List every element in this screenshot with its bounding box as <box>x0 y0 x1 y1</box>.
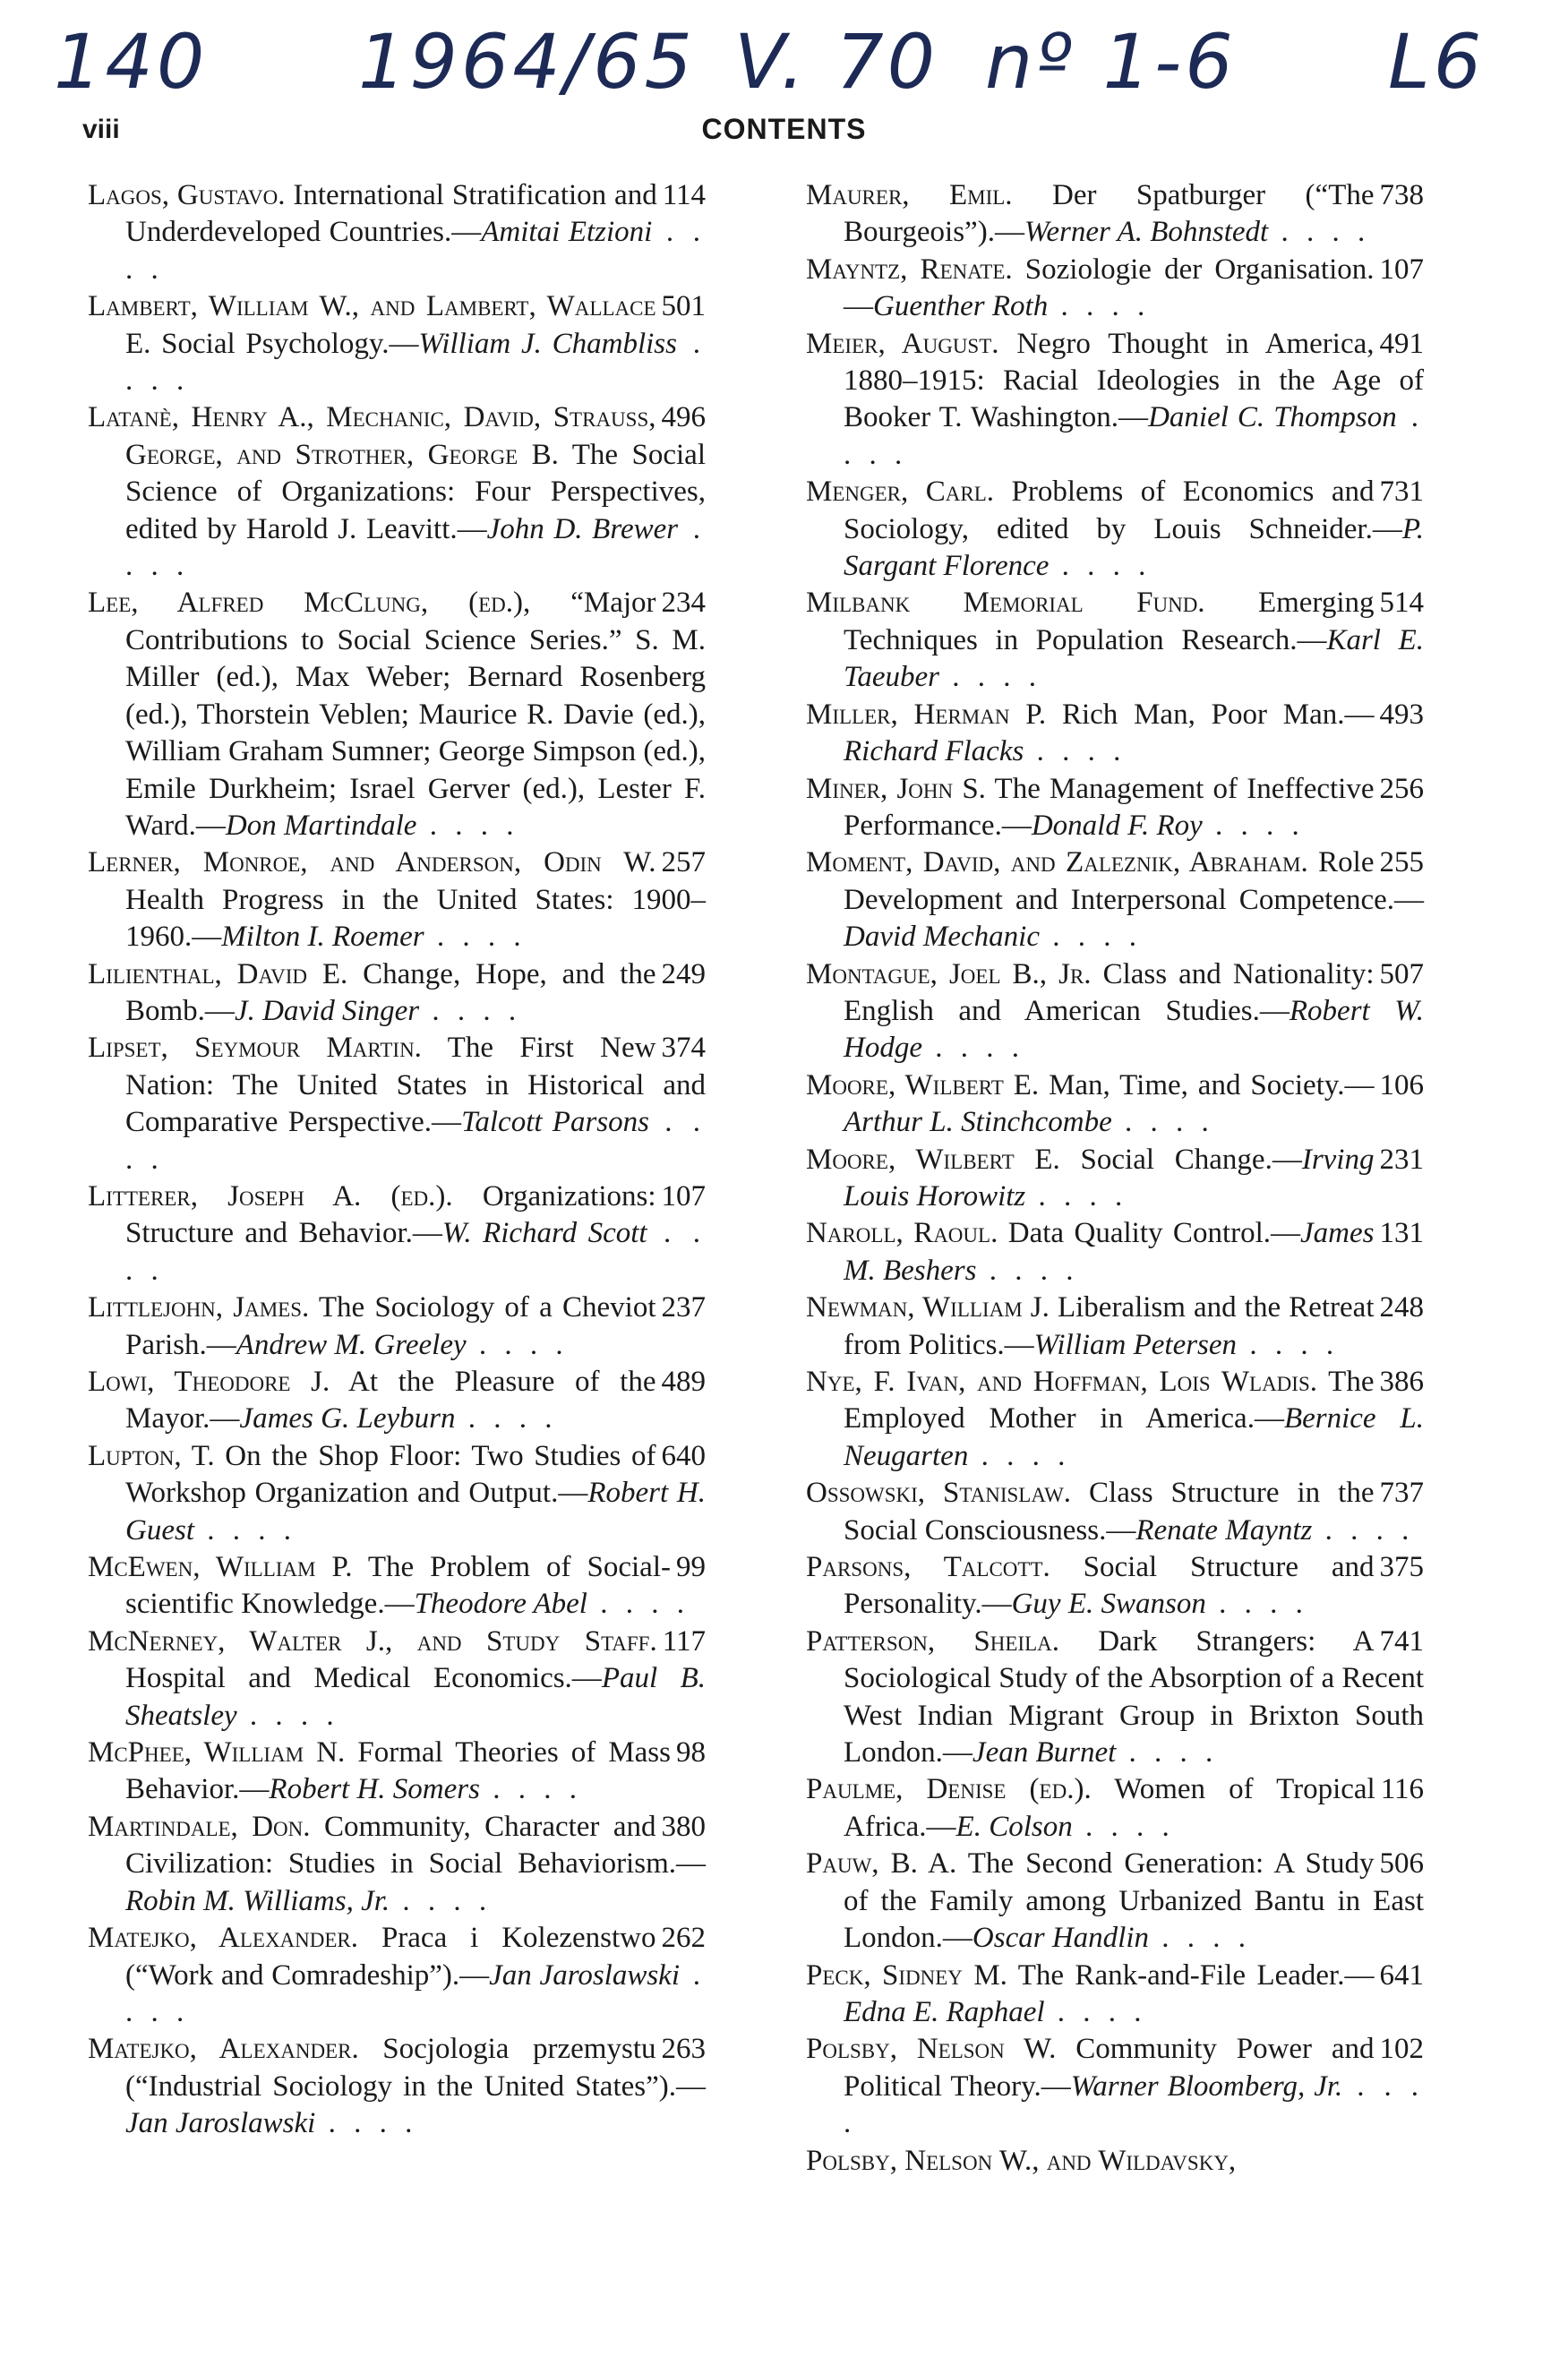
entry-reviewer: Talcott Parsons <box>461 1106 649 1139</box>
entry-author: Litterer, Joseph A. (ed.). <box>88 1179 453 1212</box>
dot-leader: . . . . <box>844 2069 1424 2140</box>
entry-reviewer: Guenther Roth <box>873 290 1049 323</box>
entry-page-number: 262 <box>656 1920 707 1957</box>
entry-reviewer: E. Colson <box>955 1810 1073 1843</box>
entry-title: Liberalism and the Retreat from Politics.— <box>844 1291 1375 1361</box>
dot-leader: . . . . <box>125 1106 706 1176</box>
entry-title: At the Pleasure of the Mayor.— <box>125 1366 656 1435</box>
entry-reviewer: Jan Jaroslawski <box>489 1958 681 1992</box>
entry-page-number: 263 <box>656 2031 707 2068</box>
entry-author: Littlejohn, James. <box>88 1291 310 1324</box>
dot-leader: . . . . <box>390 1884 493 1917</box>
entry-author: Lipset, Seymour Martin. <box>88 1032 422 1065</box>
entry-reviewer: Bernice L. Neugarten <box>844 1402 1424 1472</box>
contents-entry <box>806 844 1424 955</box>
entry-author: Peck, Sidney M. <box>806 1958 1007 1992</box>
entry-title: The Problem of Social-scientific Knowledge.— <box>125 1551 671 1621</box>
dot-leader: . . . . <box>125 1958 707 2028</box>
contents-entry <box>806 1549 1424 1624</box>
dot-leader: . . . . <box>194 1513 296 1547</box>
contents-left-column <box>88 177 706 2143</box>
entry-reviewer: W. Richard Scott <box>441 1217 647 1250</box>
entry-author: Maurer, Emil. <box>806 179 1013 211</box>
contents-entry <box>806 326 1424 475</box>
entry-title: Organizations: Structure and Behavior.— <box>125 1179 656 1250</box>
entry-page-number: 741 <box>1375 1624 1425 1660</box>
dot-leader: . . . . <box>1049 550 1152 583</box>
entry-reviewer: J. David Singer <box>234 994 420 1027</box>
entry-page-number: 731 <box>1375 474 1425 510</box>
entry-reviewer: Milton I. Roemer <box>221 921 424 954</box>
entry-author: Moore, Wilbert E. <box>806 1068 1040 1101</box>
entry-page-number: 375 <box>1375 1549 1425 1586</box>
entry-reviewer: Daniel C. Thompson <box>1148 401 1397 434</box>
entry-author: Menger, Carl. <box>806 476 995 509</box>
contents-entry <box>806 1290 1424 1364</box>
entry-title: Social Structure and Personality.— <box>844 1551 1375 1621</box>
entry-title: Socjologia przemystu (“Industrial Sociology in the United States”).— <box>125 2033 706 2103</box>
entry-title: The Second Generation: A Study of the Family among Urbanized Bantu in East London.— <box>844 1847 1424 1955</box>
dot-leader: . . . . <box>125 512 707 583</box>
entry-reviewer: Warner Bloomberg, Jr. <box>1070 2069 1343 2103</box>
entry-author: Polsby, Nelson W., and Wildavsky, <box>806 2144 1237 2177</box>
contents-entry <box>806 1067 1424 1142</box>
contents-entry <box>806 2031 1424 2142</box>
entry-page-number: 386 <box>1375 1364 1425 1401</box>
dot-leader: . . . . <box>921 1032 1024 1065</box>
entry-title: “Major Contributions to Social Science Series.” S. M. Miller (ed.), Max Weber; Bernard Rosenberg (ed.), Thorstein Veblen; Maurice R. Davie (ed.), William Graham Sumner; George Simpson (ed.), Emile Durkheim; Israel Gerver (ed.), Lester F. Ward.— <box>125 587 706 842</box>
entry-author: Lerner, Monroe, and Anderson, Odin W. <box>88 846 656 879</box>
contents-entry <box>88 399 706 585</box>
handwritten-note-4: nº 1-6 <box>985 18 1237 106</box>
entry-author: Martindale, Don. <box>88 1810 311 1843</box>
entry-title: Women of Tropical Africa.— <box>844 1773 1375 1843</box>
entry-reviewer: Robert W. Hodge <box>844 994 1424 1065</box>
entry-reviewer: Irving Louis Horowitz <box>844 1143 1375 1212</box>
contents-entry <box>806 1771 1424 1846</box>
dot-leader: . . . . <box>1202 809 1305 842</box>
contents-entry <box>88 585 706 844</box>
entry-author: Milbank Memorial Fund. <box>806 587 1205 620</box>
dot-leader: . . . . <box>125 327 707 398</box>
entry-author: Naroll, Raoul. <box>806 1217 998 1250</box>
entry-author: Lupton, T. <box>88 1439 215 1472</box>
entry-page-number: 99 <box>671 1549 706 1586</box>
entry-page-number: 107 <box>656 1178 707 1215</box>
entry-author: Lee, Alfred McClung, (ed.), <box>88 587 531 620</box>
entry-title: Rich Man, Poor Man.— <box>1046 698 1375 731</box>
dot-leader: . . . . <box>1072 1810 1175 1843</box>
entry-reviewer: Werner A. Bohnstedt <box>1024 216 1269 249</box>
entry-reviewer: Renate Mayntz <box>1135 1513 1313 1547</box>
contents-entry <box>806 585 1424 696</box>
entry-title: Community, Character and Civilization: Studies in Social Behaviorism.— <box>125 1810 706 1881</box>
entry-reviewer: Karl E. Taeuber <box>844 623 1424 694</box>
contents-entry <box>88 1364 706 1438</box>
contents-right-column <box>806 177 1424 2180</box>
contents-entry <box>88 844 706 955</box>
entry-page-number: 641 <box>1375 1958 1425 1994</box>
entry-page-number: 640 <box>656 1438 707 1475</box>
entry-author: Lilienthal, David E. <box>88 957 348 990</box>
page-number: viii <box>82 115 120 144</box>
contents-entry <box>88 1735 706 1809</box>
entry-page-number: 507 <box>1375 956 1425 993</box>
dot-leader: . . . . <box>1048 290 1151 323</box>
entry-reviewer: Robert H. Guest <box>125 1477 706 1547</box>
dot-leader: . . . . <box>1044 1995 1147 2028</box>
handwritten-note-3: V. 70 <box>734 18 939 106</box>
entry-page-number: 374 <box>656 1030 707 1067</box>
entry-page-number: 98 <box>671 1735 706 1771</box>
dot-leader: . . . . <box>844 401 1425 471</box>
dot-leader: . . . . <box>419 994 522 1027</box>
entry-page-number: 131 <box>1375 1215 1425 1252</box>
entry-page-number: 237 <box>656 1290 707 1326</box>
entry-author: Lambert, William W., and Lambert, Wallace E. <box>88 290 656 360</box>
entry-reviewer: James M. Beshers <box>844 1217 1375 1287</box>
entry-author: Nye, F. Ivan, and Hoffman, Lois Wladis. <box>806 1366 1317 1398</box>
entry-reviewer: Don Martindale <box>225 809 417 842</box>
dot-leader: . . . . <box>938 661 1041 694</box>
entry-author: McPhee, William N. <box>88 1736 346 1769</box>
entry-reviewer: Oscar Handlin <box>972 1922 1150 1955</box>
entry-author: Ossowski, Stanislaw. <box>806 1477 1072 1510</box>
entry-page-number: 738 <box>1375 177 1425 214</box>
entry-page-number: 501 <box>656 288 707 325</box>
entry-reviewer: Donald F. Roy <box>1031 809 1203 842</box>
entry-author: Meier, August. <box>806 327 999 360</box>
entry-author: Parsons, Talcott. <box>806 1551 1050 1584</box>
entry-page-number: 249 <box>656 956 707 993</box>
contents-entry <box>806 2143 1424 2180</box>
entry-reviewer: John D. Brewer <box>486 512 679 545</box>
page-title: CONTENTS <box>701 113 867 145</box>
entry-author: Matejko, Alexander. <box>88 2033 359 2066</box>
entry-title: The Social Science of Organizations: Four Perspectives, edited by Harold J. Leavitt.— <box>125 438 706 545</box>
entry-page-number: 114 <box>657 177 706 214</box>
contents-entry <box>806 252 1424 326</box>
dot-leader: . . . . <box>315 2107 418 2140</box>
entry-title: Social Psychology.— <box>150 327 419 360</box>
entry-page-number: 255 <box>1375 844 1425 881</box>
entry-title: Data Quality Control.— <box>998 1217 1301 1250</box>
entry-author: Moore, Wilbert E. <box>806 1143 1060 1176</box>
entry-author: McEwen, William P. <box>88 1551 353 1584</box>
entry-title: Hospital and Medical Economics.— <box>125 1662 602 1695</box>
entry-page-number: 496 <box>656 399 707 436</box>
contents-entry <box>88 1624 706 1735</box>
contents-entry <box>88 1290 706 1364</box>
entry-title: Soziologie der Organisation.— <box>844 253 1375 323</box>
entry-title: Role Development and Interpersonal Competence.— <box>844 846 1424 916</box>
dot-leader: . . . . <box>125 1217 706 1287</box>
entry-title: Class and Nationality: English and American Studies.— <box>844 957 1375 1027</box>
entry-author: Newman, William J. <box>806 1291 1050 1324</box>
contents-entry <box>806 1364 1424 1475</box>
entry-page-number: 231 <box>1375 1142 1425 1178</box>
entry-page-number: 380 <box>656 1809 707 1846</box>
entry-title: The Rank-and-File Leader.— <box>1007 1958 1375 1992</box>
entry-author: Lowi, Theodore J. <box>88 1366 330 1398</box>
contents-entry <box>806 177 1424 252</box>
entry-title: Dark Strangers: A Sociological Study of the Absorption of a Recent West Indian Migrant Group in Brixton South London.— <box>844 1624 1424 1769</box>
entry-author: McNerney, Walter J., and Study Staff. <box>88 1624 657 1658</box>
entry-author: Miller, Herman P. <box>806 698 1047 731</box>
dot-leader: . . . . <box>1024 735 1127 768</box>
contents-entry <box>88 1920 706 2031</box>
handwritten-note-2: 1964/65 <box>358 18 696 106</box>
dot-leader: . . . . <box>587 1588 690 1621</box>
entry-title: The Employed Mother in America.— <box>844 1366 1375 1435</box>
entry-title: Problems of Economics and Sociology, edited by Louis Schneider.— <box>844 476 1402 545</box>
entry-title: Formal Theories of Mass Behavior.— <box>125 1736 671 1806</box>
entry-reviewer: Andrew M. Greeley <box>236 1328 467 1361</box>
entry-page-number: 102 <box>1375 2031 1425 2068</box>
entry-reviewer: Robert H. Somers <box>269 1773 480 1806</box>
entry-title: Community Power and Political Theory.— <box>844 2033 1375 2103</box>
contents-entry <box>88 177 706 288</box>
entry-title: On the Shop Floor: Two Studies of Workshop Organization and Output.— <box>125 1439 656 1510</box>
contents-entry <box>806 1215 1424 1290</box>
dot-leader: . . . . <box>1205 1588 1308 1621</box>
dot-leader: . . . . <box>1111 1106 1214 1139</box>
entry-author: Patterson, Sheila. <box>806 1624 1059 1658</box>
dot-leader: . . . . <box>1149 1922 1252 1955</box>
contents-entry <box>806 1142 1424 1216</box>
entry-author: Miner, John S. <box>806 772 986 805</box>
contents-entry <box>88 1438 706 1549</box>
entry-reviewer: William Petersen <box>1033 1328 1238 1361</box>
handwritten-note-1: 140 <box>54 18 209 106</box>
entry-page-number: 737 <box>1375 1475 1425 1512</box>
entry-author: Mayntz, Renate. <box>806 253 1013 286</box>
dot-leader: . . . . <box>976 1254 1079 1287</box>
dot-leader: . . . . <box>479 1773 582 1806</box>
entry-page-number: 493 <box>1375 697 1425 733</box>
entry-reviewer: James G. Leyburn <box>239 1402 456 1435</box>
entry-page-number: 116 <box>1375 1771 1424 1808</box>
entry-reviewer: Robin M. Williams, Jr. <box>125 1884 390 1917</box>
entry-title: Emerging Techniques in Population Research.— <box>844 587 1375 656</box>
contents-entry <box>88 1178 706 1290</box>
dot-leader: . . . . <box>1116 1736 1219 1769</box>
entry-title: Man, Time, and Society.— <box>1039 1068 1375 1101</box>
entry-reviewer: Guy E. Swanson <box>1011 1588 1206 1621</box>
contents-entry <box>88 1809 706 1920</box>
contents-entry <box>88 2031 706 2142</box>
contents-entry <box>88 1549 706 1624</box>
entry-reviewer: Richard Flacks <box>844 735 1024 768</box>
entry-page-number: 256 <box>1375 771 1425 808</box>
entry-author: Lagos, Gustavo. <box>88 179 286 211</box>
entry-page-number: 514 <box>1375 585 1425 621</box>
contents-entry <box>806 771 1424 845</box>
contents-entry <box>806 1846 1424 1957</box>
entry-reviewer: David Mechanic <box>844 921 1040 954</box>
contents-entry <box>806 1475 1424 1549</box>
entry-title: Praca i Kolezenstwo (“Work and Comradeship”).— <box>125 1922 656 1992</box>
entry-page-number: 117 <box>657 1624 706 1660</box>
entry-author: Paulme, Denise (ed.). <box>806 1773 1092 1806</box>
entry-title: The Management of Ineffective Performance.— <box>844 772 1375 842</box>
contents-entry <box>88 956 706 1031</box>
contents-entry <box>806 1624 1424 1772</box>
entry-author: Pauw, B. A. <box>806 1847 957 1881</box>
contents-entry <box>806 474 1424 585</box>
dot-leader: . . . . <box>1025 1179 1128 1212</box>
entry-title: Der Spatburger (“The Bourgeois”).— <box>844 179 1375 249</box>
dot-leader: . . . . <box>416 809 519 842</box>
entry-reviewer: Arthur L. Stinchcombe <box>844 1106 1112 1139</box>
entry-author: Latanè, Henry A., Mechanic, David, Strauss, George, and Strother, George B. <box>88 401 656 471</box>
entry-reviewer: Jean Burnet <box>972 1736 1117 1769</box>
dot-leader: . . . . <box>236 1699 339 1732</box>
entry-reviewer: Edna E. Raphael <box>844 1995 1045 2028</box>
entry-page-number: 491 <box>1375 326 1425 363</box>
contents-entry <box>806 1958 1424 2032</box>
dot-leader: . . . . <box>1312 1513 1415 1547</box>
entry-title: Health Progress in the United States: 1900–1960.— <box>125 883 706 954</box>
contents-entry <box>88 1030 706 1178</box>
entry-title: Change, Hope, and the Bomb.— <box>125 957 656 1027</box>
entry-title: The Sociology of a Cheviot Parish.— <box>125 1291 656 1361</box>
entry-author: Moment, David, and Zaleznik, Abraham. <box>806 846 1308 879</box>
entry-reviewer: Theodore Abel <box>414 1588 587 1621</box>
contents-entry <box>806 697 1424 771</box>
entry-author: Matejko, Alexander. <box>88 1922 359 1955</box>
entry-title: International Stratification and Underdeveloped Countries.— <box>125 179 657 249</box>
entry-page-number: 234 <box>656 585 707 621</box>
entry-page-number: 106 <box>1375 1067 1425 1104</box>
entry-title: The First New Nation: The United States in Historical and Comparative Perspective.— <box>125 1032 706 1139</box>
entry-page-number: 506 <box>1375 1846 1425 1882</box>
entry-page-number: 248 <box>1375 1290 1425 1326</box>
dot-leader: . . . . <box>424 921 527 954</box>
dot-leader: . . . . <box>455 1402 558 1435</box>
entry-reviewer: Amitai Etzioni <box>481 216 653 249</box>
entry-page-number: 257 <box>656 844 707 881</box>
entry-title: Class Structure in the Social Consciousness.— <box>844 1477 1375 1547</box>
entry-reviewer: Paul B. Sheatsley <box>125 1662 706 1732</box>
entry-page-number: 489 <box>656 1364 707 1401</box>
dot-leader: . . . . <box>968 1439 1071 1472</box>
entry-title: Negro Thought in America, 1880–1915: Racial Ideologies in the Age of Booker T. Washington.— <box>844 327 1424 434</box>
contents-entry <box>88 288 706 399</box>
entry-title: Social Change.— <box>1059 1143 1302 1176</box>
dot-leader: . . . . <box>125 216 707 286</box>
entry-page-number: 107 <box>1375 252 1425 288</box>
dot-leader: . . . . <box>466 1328 569 1361</box>
entry-reviewer: Jan Jaroslawski <box>125 2107 316 2140</box>
dot-leader: . . . . <box>1040 921 1142 954</box>
entry-reviewer: P. Sargant Florence <box>844 512 1424 583</box>
handwritten-note-5: L6 <box>1388 18 1486 106</box>
entry-author: Polsby, Nelson W. <box>806 2033 1057 2066</box>
dot-leader: . . . . <box>1268 216 1371 249</box>
contents-entry <box>806 956 1424 1067</box>
entry-author: Montague, Joel B., Jr. <box>806 957 1092 990</box>
dot-leader: . . . . <box>1237 1328 1340 1361</box>
entry-reviewer: William J. Chambliss <box>418 327 677 360</box>
